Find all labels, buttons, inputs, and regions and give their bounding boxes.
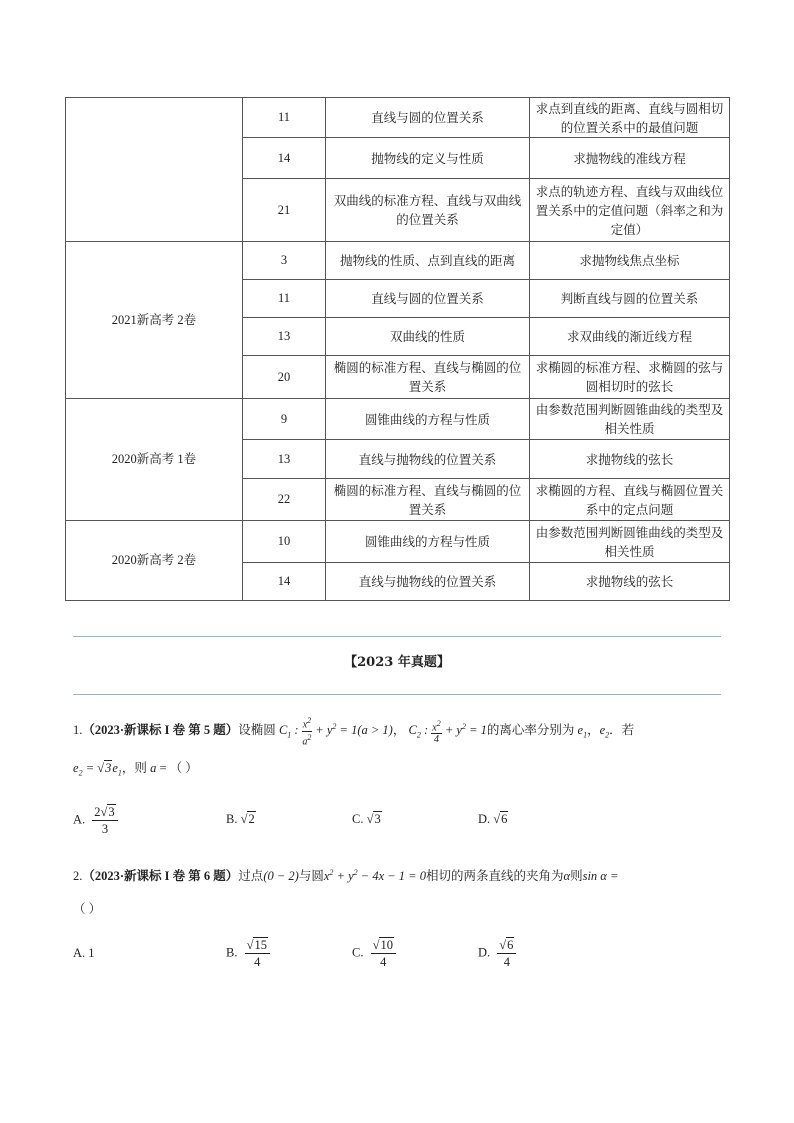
exam-analysis-table — [65, 97, 730, 601]
answer-blank: （ ） — [169, 761, 198, 775]
question-number-cell: 20 — [243, 356, 326, 399]
table-row — [66, 521, 730, 563]
content-cell: 判断直线与圆的位置关系 — [530, 280, 730, 318]
formula-alpha: α — [563, 869, 571, 884]
question-text: 相切的两条直线的夹角为 — [426, 869, 564, 884]
exam-cell — [66, 98, 243, 242]
answer-blank: （ ） — [73, 902, 102, 916]
section-title: 【2023 年真题】 — [344, 655, 450, 670]
question-number-cell: 11 — [243, 280, 326, 318]
question-number: 2. — [73, 869, 83, 884]
question-1-line-2: $e_2 = √3e_1$，则 a = （ ） — [73, 761, 198, 778]
option-label: C. — [352, 945, 364, 960]
content-cell: 求抛物线的弦长 — [530, 563, 730, 601]
topic-cell: 双曲线的标准方程、直线与双曲线的位置关系 — [326, 179, 530, 242]
question-text: 则 — [570, 869, 583, 884]
section-divider-top — [73, 636, 721, 637]
question-2-line-2 — [73, 899, 101, 919]
table-row — [66, 98, 730, 138]
topic-cell: 抛物线的性质、点到直线的距离 — [326, 242, 530, 280]
topic-cell: 直线与抛物线的位置关系 — [326, 440, 530, 479]
question-source: （2023·新课标 I 卷 第 5 题） — [82, 723, 239, 738]
topic-cell: 双曲线的性质 — [326, 318, 530, 356]
question-number-cell: 9 — [243, 399, 326, 440]
formula-e1: $e_1$ — [577, 723, 588, 740]
content-cell: 求点到直线的距离、直线与圆相切的位置关系中的最值问题 — [530, 98, 730, 138]
option-d-value: $\frac{√6}{4}$ — [497, 937, 516, 970]
option-label: D. — [478, 945, 491, 960]
topic-cell: 圆锥曲线的方程与性质 — [326, 399, 530, 440]
question-number-cell: 10 — [243, 521, 326, 563]
q1-option-c: C. √3 — [352, 812, 381, 826]
question-number-cell: 21 — [243, 179, 326, 242]
exam-cell: 2021新高考 2卷 — [66, 242, 243, 399]
formula-circle: $x^2 + y^2 - 4x - 1 = 0$ — [323, 868, 426, 884]
formula-ellipse-c2: $C_2$ : $\frac{x^2}{4}$ + $y^2 = 1$ — [408, 718, 487, 745]
option-label: D. — [478, 812, 491, 826]
option-label: A. — [73, 812, 86, 827]
question-text: ， — [392, 723, 406, 738]
q1-option-a — [73, 804, 118, 837]
formula-point: (0 − 2) — [263, 869, 299, 884]
question-number: 1. — [73, 723, 83, 738]
option-c-value: $\frac{√10}{4}$ — [371, 937, 396, 970]
content-cell: 由参数范围判断圆锥曲线的类型及相关性质 — [530, 399, 730, 440]
question-number-cell: 14 — [243, 138, 326, 179]
q2-option-d — [478, 937, 516, 970]
option-b-value: $\frac{√15}{4}$ — [245, 937, 270, 970]
topic-cell: 直线与圆的位置关系 — [326, 98, 530, 138]
formula-sin-alpha: sin α = — [582, 869, 619, 884]
q1-option-b: B. √2 — [226, 812, 255, 826]
question-number-cell: 22 — [243, 479, 326, 521]
option-a-value: $\frac{2√3}{3}$ — [92, 804, 117, 837]
exam-cell: 2020新高考 2卷 — [66, 521, 243, 601]
question-1-line-1: 1.（2023·新课标 I 卷 第 5 题）设椭圆 $C_1$ : $\frac{x^2}{a^2}$ + $y^2 = 1(a > 1)$， $C_2$ : $\frac{x^2}{4}$ + $y^2 = 1$的离心率分别为 $e_1$，$e_2$．若 — [73, 716, 635, 748]
question-text: 设椭圆 — [238, 723, 276, 738]
question-number-cell: 13 — [243, 440, 326, 479]
topic-cell: 椭圆的标准方程、直线与椭圆的位置关系 — [326, 479, 530, 521]
content-cell: 求椭圆的方程、直线与椭圆位置关系中的定点问题 — [530, 479, 730, 521]
q2-option-a — [73, 946, 95, 961]
q1-option-d: D. √6 — [478, 812, 508, 826]
table-row — [66, 242, 730, 280]
topic-cell: 抛物线的定义与性质 — [326, 138, 530, 179]
formula-a: a — [150, 761, 157, 775]
formula-e2: $e_2$ — [599, 723, 610, 740]
content-cell: 求椭圆的标准方程、求椭圆的弦与圆相切时的弦长 — [530, 356, 730, 399]
question-number-cell: 3 — [243, 242, 326, 280]
content-cell: 求抛物线焦点坐标 — [530, 242, 730, 280]
topic-cell: 椭圆的标准方程、直线与椭圆的位置关系 — [326, 356, 530, 399]
question-source: （2023·新课标 I 卷 第 6 题） — [82, 869, 239, 884]
question-text: ．若 — [609, 723, 635, 738]
content-cell: 求抛物线的准线方程 — [530, 138, 730, 179]
question-number-cell: 13 — [243, 318, 326, 356]
question-2-line-1 — [73, 863, 618, 886]
formula-e2-relation: $e_2 = √3e_1$ — [73, 761, 122, 778]
formula-ellipse-c1: $C_1$ : $\frac{x^2}{a^2}$ + $y^2 = 1(a > 1)$ — [278, 716, 393, 748]
question-text: 过点 — [238, 869, 264, 884]
topic-cell: 圆锥曲线的方程与性质 — [326, 521, 530, 563]
table-row — [66, 399, 730, 440]
table-body — [66, 98, 730, 601]
content-cell: 求点的轨迹方程、直线与双曲线位置关系中的定值问题（斜率之和为定值） — [530, 179, 730, 242]
option-label: A. 1 — [73, 946, 95, 960]
question-text: ，则 — [121, 761, 147, 775]
option-label: C. — [352, 812, 364, 826]
question-number-cell: 14 — [243, 563, 326, 601]
content-cell: 求双曲线的渐近线方程 — [530, 318, 730, 356]
exam-cell: 2020新高考 1卷 — [66, 399, 243, 521]
topic-cell: 直线与圆的位置关系 — [326, 280, 530, 318]
q2-option-c — [352, 937, 396, 970]
question-text: 的离心率分别为 — [486, 723, 575, 738]
option-label: B. — [226, 945, 238, 960]
question-text: 与圆 — [298, 869, 324, 884]
topic-cell: 直线与抛物线的位置关系 — [326, 563, 530, 601]
q2-option-b — [226, 937, 270, 970]
content-cell: 由参数范围判断圆锥曲线的类型及相关性质 — [530, 521, 730, 563]
content-cell: 求抛物线的弦长 — [530, 440, 730, 479]
question-number-cell: 11 — [243, 98, 326, 138]
option-label: B. — [226, 812, 238, 826]
section-divider-bottom — [73, 694, 721, 695]
